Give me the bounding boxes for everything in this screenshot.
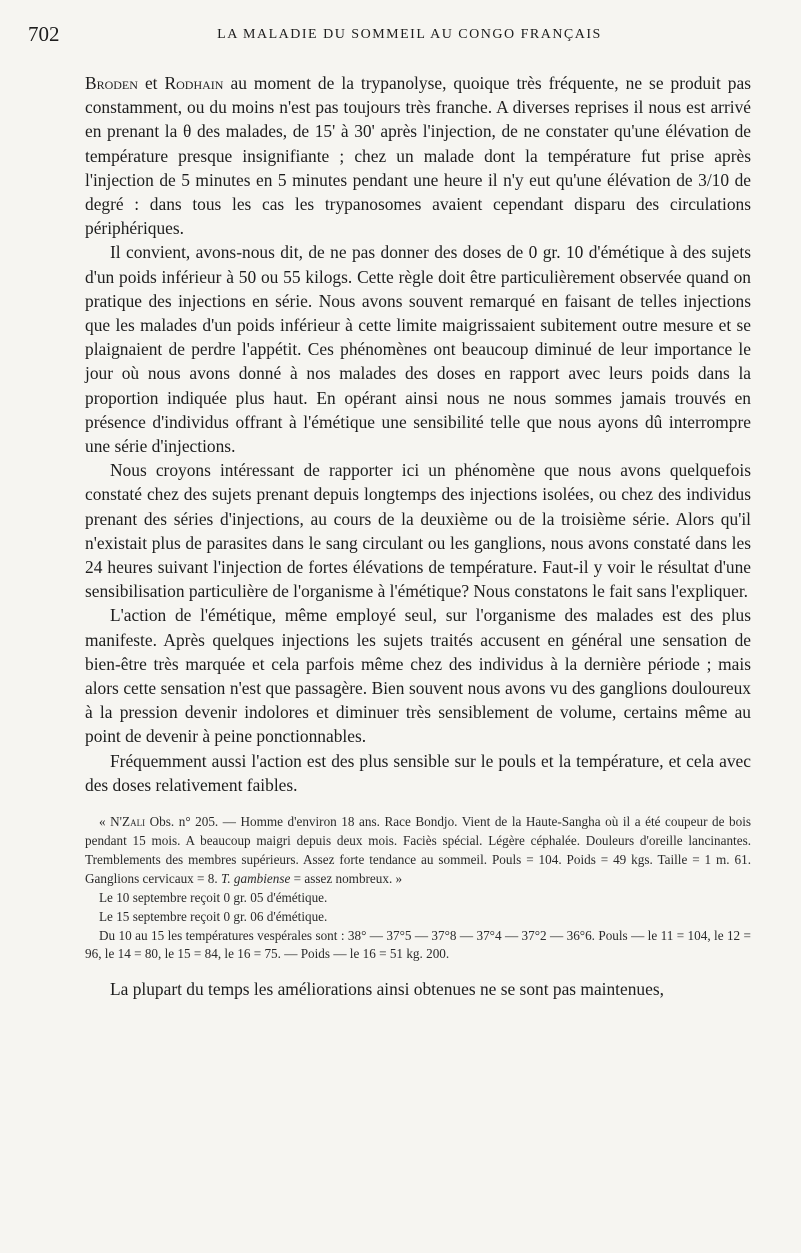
running-title: LA MALADIE DU SOMMEIL AU CONGO FRANÇAIS	[217, 27, 602, 42]
case-intro: « N'Zali Obs. n° 205. — Homme d'environ 18 ans. Race Bondjo. Vient de la Haute-Sangha où il a été coupeur de bois pendant 15 mois. A beaucoup maigri depuis deux mois. Faciès spécial. Légère céphalée. Douleurs d'oreille lancinantes. Tremblements des membres supérieurs. Assez forte tendance au sommeil. Pouls = 104. Poids = 49 kgs. Taille = 1 m. 61. Ganglions cervicaux = 8. T. gambiense = assez nombreux. »	[85, 814, 752, 886]
case-line-3: Du 10 au 15 les températures vespérales sont : 38° — 37°5 — 37°8 — 37°4 — 37°2 — 36°6. Pouls — le 11 = 104, le 12 = 96, le 14 = 80, le 15 = 84, le 16 = 75. — Poids — le 16 = 51 kg. 200.	[85, 927, 751, 962]
species-name: T. gambiense	[220, 870, 291, 886]
page-header	[28, 22, 741, 52]
author-broden: Broden	[85, 73, 138, 93]
paragraph-4: L'action de l'émétique, même employé seul, sur l'organisme des malades est des plus manifeste. Après quelques injections les sujets traités accusent en général une sensation de bien-être très marquée et cela parfois même chez des individus à la dernière période ; mais alors cette sensation n'est que passagère. Bien souvent nous avons vu des ganglions douloureux à la pression devenir indolores et diminuer très sensiblement de volume, certains même au point de devenir à peine ponctionnables.	[85, 605, 751, 747]
page-number: 702	[28, 22, 60, 46]
case-line-1: Le 10 septembre reçoit 0 gr. 05 d'émétique.	[99, 889, 328, 905]
paragraph-6: La plupart du temps les améliorations ainsi obtenues ne se sont pas maintenues,	[110, 979, 664, 1000]
paragraph-1: Broden et Rodhain au moment de la trypanolyse, quoique très fréquente, ne se produit pas constamment, ou du moins n'est pas toujours très franche. A diverses reprises il nous est arrivé en prenant la θ des malades, de 15' à 30' après l'injection, de ne constater qu'une élévation de température presque insignifiante ; chez un malade dont la température fut prise après l'injection de 5 minutes en 5 minutes pendant une heure il n'y eut qu'une élévation de 3/10 de degré : dans tous les cas les trypanosomes avaient cependant disparu des circulations périphériques.	[85, 73, 751, 239]
case-line-2: Le 15 septembre reçoit 0 gr. 06 d'émétique.	[99, 908, 328, 924]
body-text	[85, 71, 751, 1002]
patient-name: N'Zali	[110, 814, 146, 830]
paragraph-5: Fréquemment aussi l'action est des plus sensible sur le pouls et la température, et cela avec des doses relativement faibles.	[85, 750, 751, 795]
case-report	[85, 813, 751, 964]
paragraph-3: Nous croyons intéressant de rapporter ici un phénomène que nous avons quelquefois constaté chez des sujets prenant depuis longtemps des injections isolées, ou chez des individus prenant des séries d'injections, au cours de la deuxième ou de la troisième série. Alors qu'il n'existait plus de parasites dans le sang circulant ou les ganglions, nous avons constaté dans les 24 heures suivant l'injection de fortes élévations de température. Faut-il y voir le résultat d'une sensibilisation particulière de l'organisme à l'émétique? Nous constatons le fait sans l'expliquer.	[85, 460, 751, 602]
paragraph-2: Il convient, avons-nous dit, de ne pas donner des doses de 0 gr. 10 d'émétique à des sujets d'un poids inférieur à 50 ou 55 kilogs. Cette règle doit être particulièrement observée quand on pratique des injections en série. Nous avons souvent remarqué en faisant de telles injections que les malades d'un poids inférieur à cette limite maigrissaient subitement outre mesure et se plaignaient de perdre l'appétit. Ces phénomènes ont beaucoup diminué de leur importance le jour où nous avons donné à nos malades des doses en rapport avec leurs poids dans la proportion indiquée plus haut. En opérant ainsi nous ne nous sommes jamais trouvés en présence d'individus offrant à l'émétique une sensibilité telle que nous ayons dû interrompre une série d'injections.	[85, 242, 751, 457]
author-rodhain: Rodhain	[164, 73, 224, 93]
